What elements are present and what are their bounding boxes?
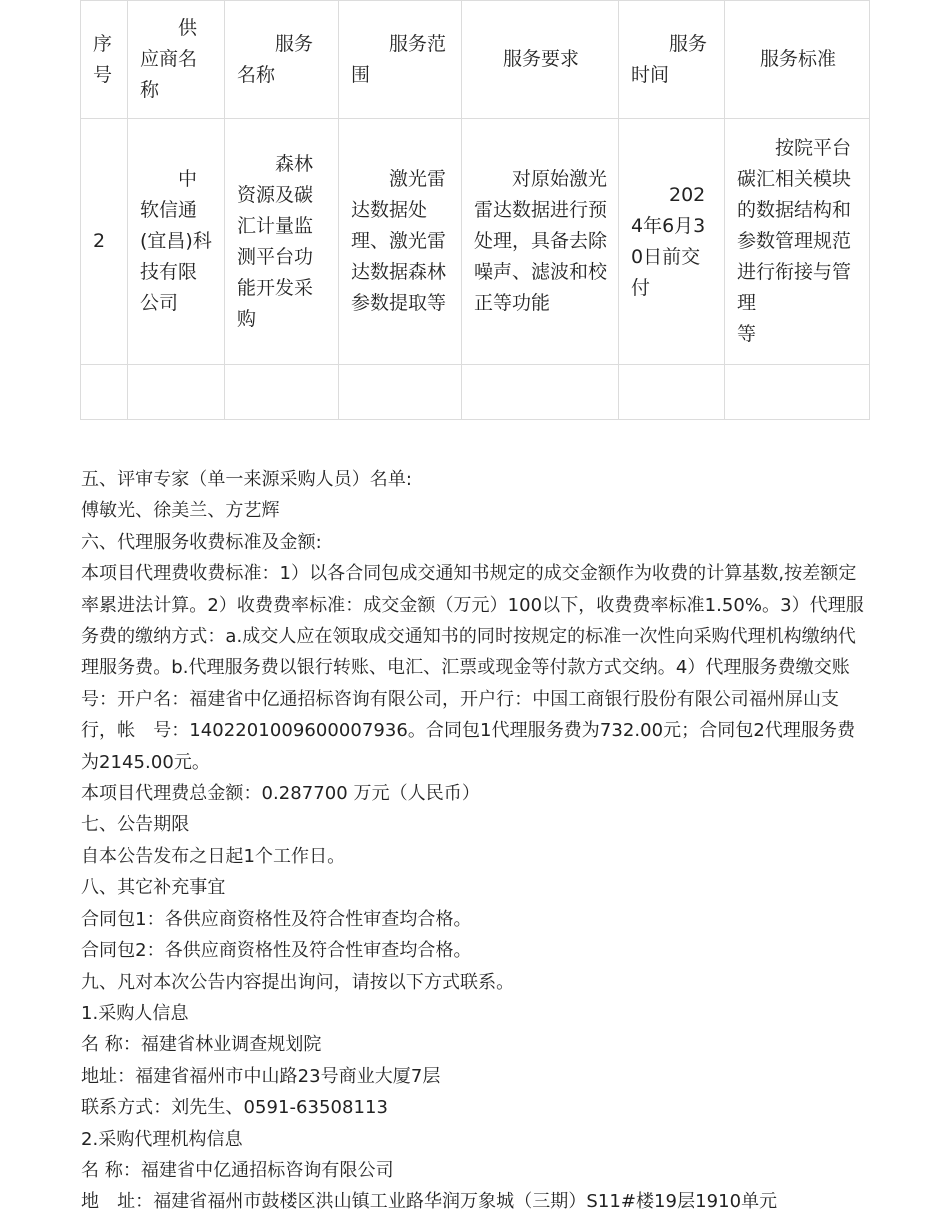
purchaser-contact: 联系方式：刘先生、0591-63508113 bbox=[81, 1097, 389, 1119]
cell-seq: 2 bbox=[81, 119, 128, 365]
service-table bbox=[80, 0, 870, 420]
cell-service-requirement: 对原始激光雷达数据进行预处理，具备去除噪声、滤波和校正等功能 bbox=[462, 119, 619, 365]
section-8-heading: 八、其它补充事宜 bbox=[81, 877, 226, 899]
header-service-standard: 服务标准 bbox=[725, 1, 870, 119]
section-6-heading: 六、代理服务收费标准及金额: bbox=[81, 531, 322, 553]
table-row bbox=[81, 119, 870, 365]
section-9-heading: 九、凡对本次公告内容提出询问，请按以下方式联系。 bbox=[81, 971, 515, 993]
expert-names: 傅敏光、徐美兰、方艺辉 bbox=[81, 500, 280, 522]
header-service-time: 服务时间 bbox=[619, 1, 725, 119]
cell-service-name: 森林资源及碳汇计量监测平台功能开发采 购 bbox=[225, 119, 339, 365]
header-seq: 序号 bbox=[81, 1, 128, 119]
purchaser-address: 地址：福建省福州市中山路23号商业大厦7层 bbox=[81, 1065, 441, 1087]
purchaser-info-heading: 1.采购人信息 bbox=[81, 1002, 189, 1024]
header-supplier: 供应商名称 bbox=[128, 1, 225, 119]
announcement-body bbox=[81, 464, 871, 1218]
package-2-review: 合同包2：各供应商资格性及符合性审查均合格。 bbox=[81, 940, 472, 962]
agency-address: 地 址：福建省福州市鼓楼区洪山镇工业路华润万象城（三期）S11#楼19层1910单元 bbox=[81, 1191, 778, 1213]
header-service-scope: 服务范围 bbox=[339, 1, 462, 119]
agency-info-heading: 2.采购代理机构信息 bbox=[81, 1128, 243, 1150]
fee-total: 本项目代理费总金额：0.287700 万元（人民币） bbox=[81, 783, 480, 805]
package-1-review: 合同包1：各供应商资格性及符合性审查均合格。 bbox=[81, 908, 472, 930]
cell-service-time: 2024年6月30日前交付 bbox=[619, 119, 725, 365]
section-5-heading: 五、评审专家（单一来源采购人员）名单: bbox=[81, 469, 413, 490]
header-service-name: 服务名称 bbox=[225, 1, 339, 119]
table-header-row bbox=[81, 1, 870, 119]
cell-supplier: 中软信通(宜昌)科技有限公司 bbox=[128, 119, 225, 365]
section-7-heading: 七、公告期限 bbox=[81, 814, 190, 836]
header-service-requirement: 服务要求 bbox=[462, 1, 619, 119]
notice-period: 自本公告发布之日起1个工作日。 bbox=[81, 845, 346, 867]
table-empty-row bbox=[81, 365, 870, 420]
cell-service-scope: 激光雷达数据处理、激光雷达数据森林参数提取等 bbox=[339, 119, 462, 365]
agency-name: 名 称：福建省中亿通招标咨询有限公司 bbox=[81, 1159, 394, 1181]
fee-standard-paragraph: 本项目代理费收费标准：1）以各合同包成交通知书规定的成交金额作为收费的计算基数,按差额定率累进法计算。2）收费费率标准：成交金额（万元）100以下，收费费率标准1.50%。3）代理服务费的缴纳方式：a.成交人应在领取成交通知书的同时按规定的标准一次性向采购代理机构缴纳代理服务费。b.代理服务费以银行转账、电汇、汇票或现金等付款方式交纳。4）代理服务费缴交账号：开户名：福建省中亿通招标咨询有限公司，开户行：中国工商银行股份有限公司福州屏山支行，帐 号：1402201009600007936。合同包1代理服务费为732.00元；合同包2代理服务费为2145.00元。 bbox=[81, 563, 864, 773]
purchaser-name: 名 称：福建省林业调查规划院 bbox=[81, 1034, 322, 1056]
cell-service-standard: 按院平台碳汇相关模块的数据结构和参数管理规范进行衔接与管理 等 bbox=[725, 119, 870, 365]
